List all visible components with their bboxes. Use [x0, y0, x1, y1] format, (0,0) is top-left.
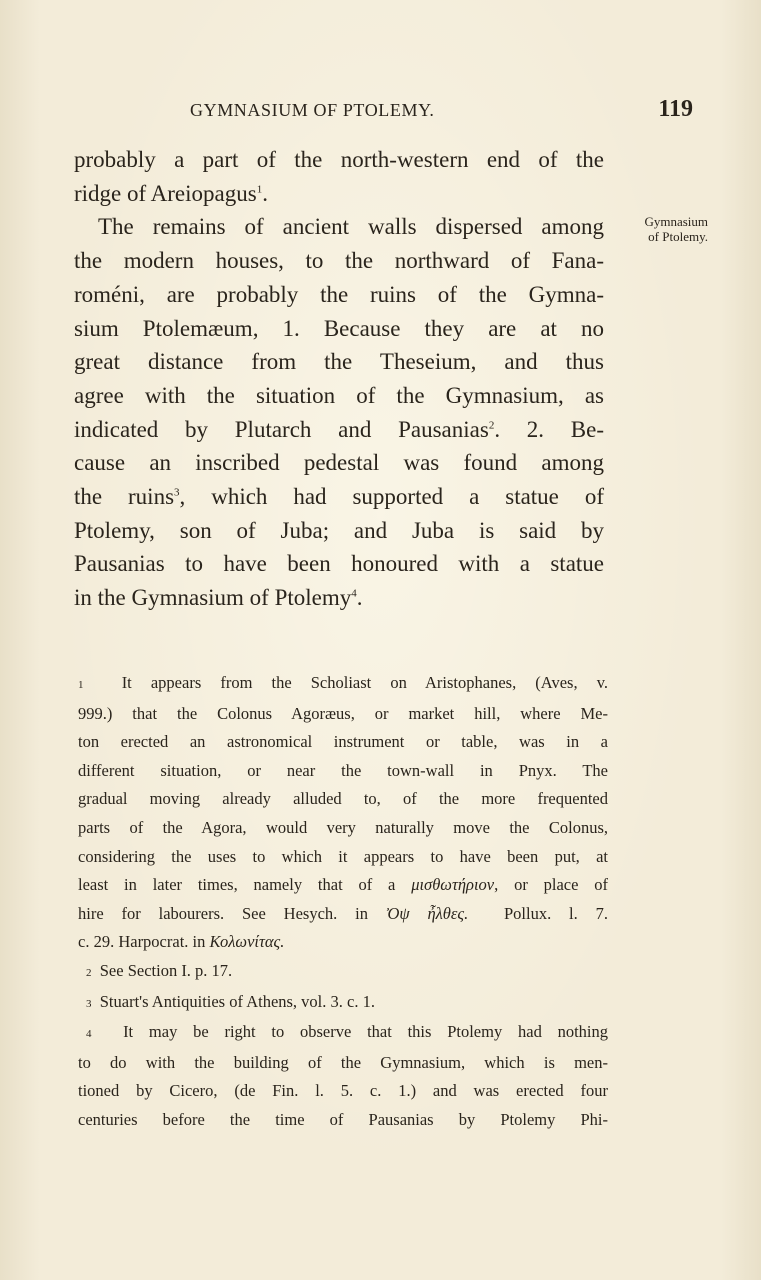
footnote-marker: 3 [86, 997, 92, 1010]
running-title: GYMNASIUM OF PTOLEMY. [190, 100, 435, 120]
footnote-ref: 4 [351, 587, 357, 600]
text-line: probably a part of the north-western end of the [74, 147, 604, 172]
text-line: agree with the situation of the Gymnasium, as [74, 382, 604, 408]
text-line: indicated by Plutarch and Pausanias$^2$. 2. Be- [74, 416, 604, 442]
footnote-marker: 2 [86, 966, 92, 979]
footnote-line: 3 Stuart's Antiquities of Athens, vol. 3. c. 1. [86, 991, 375, 1011]
marginal-note-line-1: Gymnasium [644, 214, 708, 229]
footnotes [78, 669, 608, 1135]
footnote-line: 999.) that the Colonus Agoræus, or market hill, where Me- [78, 703, 608, 723]
text-line: cause an inscribed pedestal was found among [74, 450, 604, 476]
greek-word: μισθωτήριον [411, 875, 495, 895]
footnote-ref: 2 [488, 418, 495, 431]
footnote-line: hire for labourers. See Hesych. in Ὀψ ἦλθες. Pollux. l. 7. [78, 903, 608, 923]
text-line: great distance from the Theseium, and thus [74, 349, 604, 375]
page-number: 119 [658, 96, 693, 122]
text-line: ridge of Areiopagus$^1$. [74, 180, 268, 206]
footnote-line: centuries before the time of Pausanias by Ptolemy Phi- [78, 1109, 608, 1129]
footnote-line: c. 29. Harpocrat. in Κολωνίτας. [78, 932, 285, 952]
footnote-line: different situation, or near the town-wall in Pnyx. The [78, 760, 608, 780]
footnote-line: ton erected an astronomical instrument or table, was in a [78, 732, 608, 752]
text-line: the ruins$^3$, which had supported a statue of [74, 484, 604, 510]
footnote-ref: 1 [256, 183, 263, 196]
footnote-line: to do with the building of the Gymnasium, which is men- [78, 1052, 608, 1072]
footnote-ref: 3 [174, 486, 180, 499]
footnote-line: parts of the Agora, would very naturally move the Colonus, [78, 817, 608, 837]
marginal-note-line-2: of Ptolemy. [648, 229, 708, 244]
footnote-line: tioned by Cicero, (de Fin. l. 5. c. 1.) and was erected four [78, 1081, 608, 1101]
greek-word: Κολωνίτας. [209, 932, 285, 952]
footnote-line: 2 See Section I. p. 17. [86, 960, 233, 980]
text-line: the modern houses, to the northward of Fana- [74, 248, 604, 274]
footnote-line: gradual moving already alluded to, of the more frequented [78, 789, 608, 809]
text-line: in the Gymnasium of Ptolemy$^4$. [74, 585, 363, 611]
running-header [0, 98, 761, 128]
footnote-marker: 1 [78, 679, 84, 691]
greek-phrase: Ὀψ ἦλθες. [385, 903, 469, 923]
footnote-line: 1 It appears from the Scholiast on Aristophanes, (Aves, v. [78, 673, 608, 692]
main-text [74, 143, 604, 615]
text-line: Ptolemy, son of Juba; and Juba is said by [74, 517, 604, 543]
text-line: sium Ptolemæum, 1. Because they are at no [74, 315, 604, 341]
footnote-line: considering the uses to which it appears to have been put, at [78, 846, 608, 866]
text-line: roméni, are probably the ruins of the Gymna- [74, 281, 604, 307]
text-line: Pausanias to have been honoured with a statue [74, 551, 604, 577]
footnote-line: least in later times, namely that of a μισθωτήριον, or place of [78, 875, 608, 895]
marginal-note [608, 214, 708, 244]
text-line: The remains of ancient walls dispersed among [98, 214, 604, 240]
footnote-marker: 4 [86, 1028, 92, 1041]
footnote-line: 4 It may be right to observe that this Ptolemy had nothing [86, 1022, 609, 1042]
